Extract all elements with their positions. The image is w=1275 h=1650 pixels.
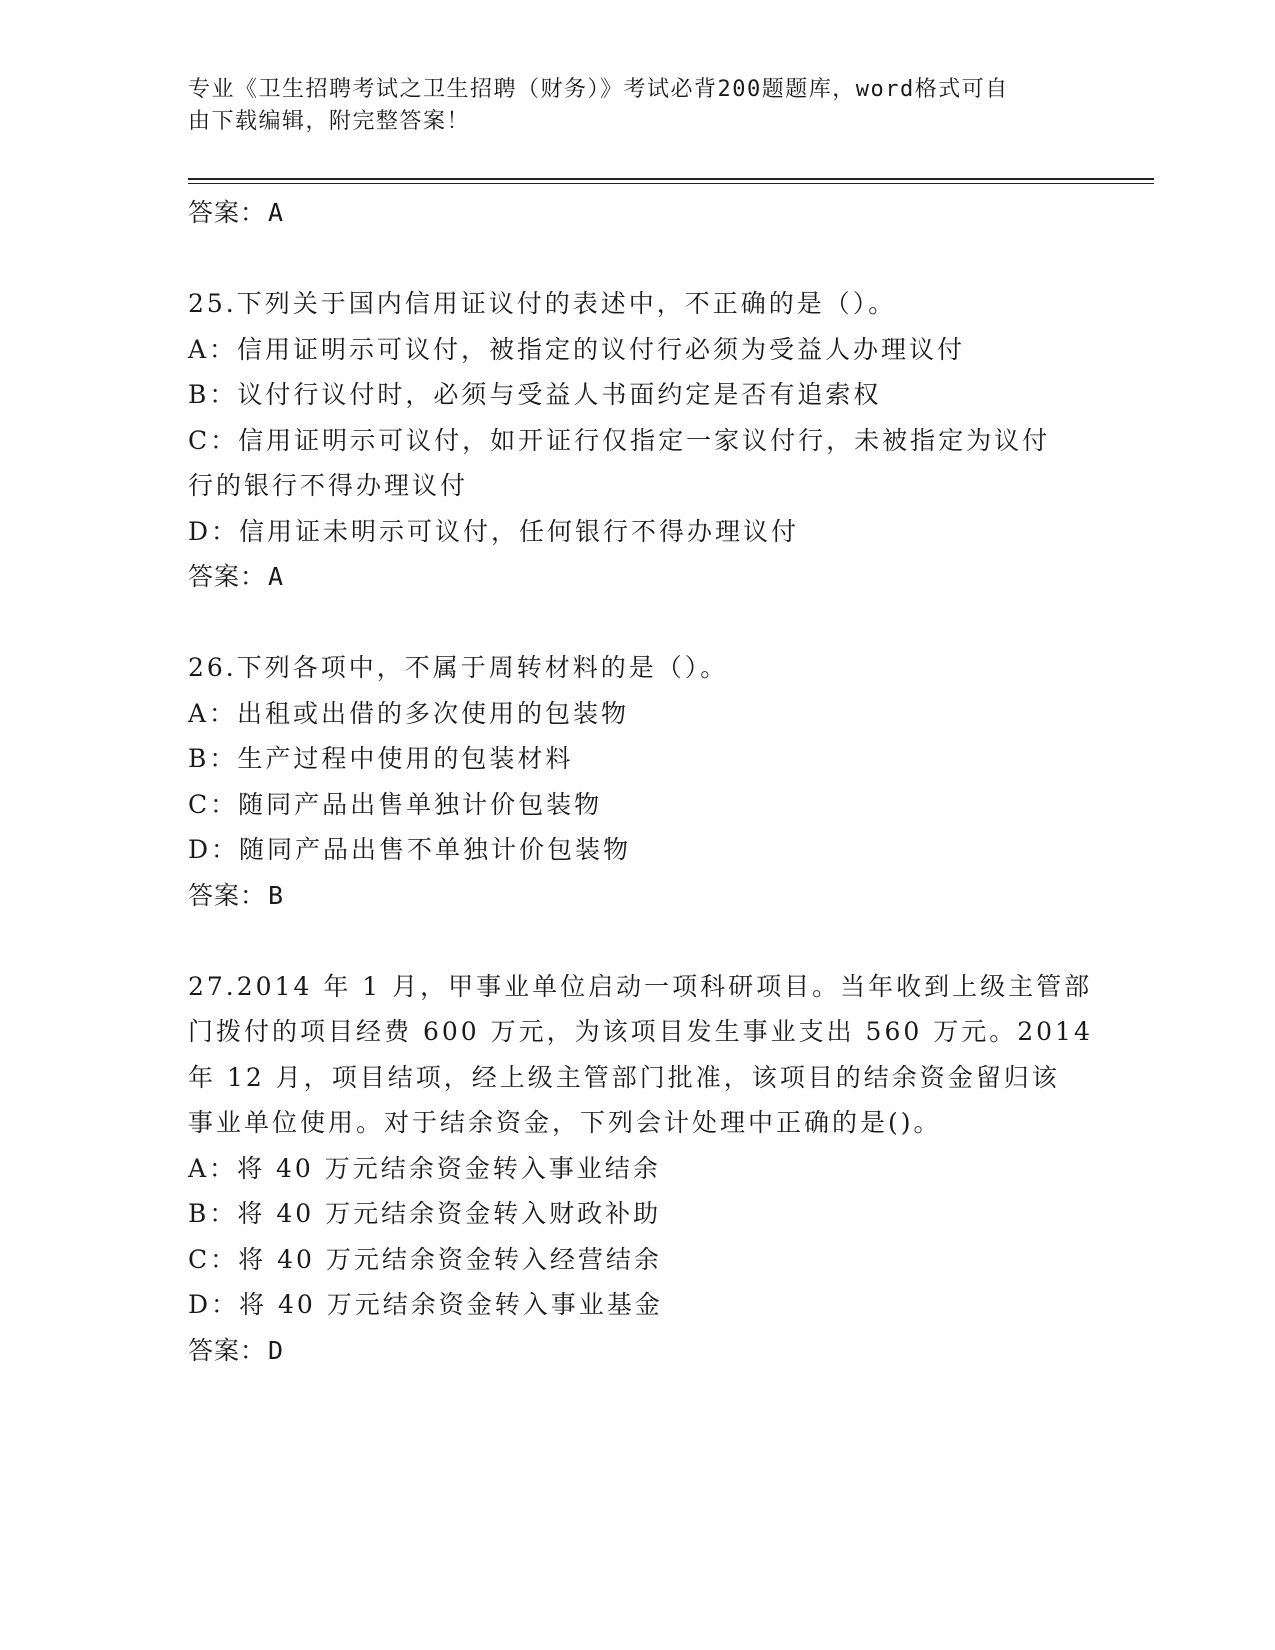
answer-value: B — [268, 880, 285, 910]
answer-value: A — [268, 198, 285, 227]
header-line-2: 由下载编辑，附完整答案！ — [188, 109, 471, 134]
header-divider-thin — [188, 183, 1154, 184]
header-divider-thick — [188, 178, 1154, 180]
answer-label: 答案： — [188, 562, 267, 591]
document-header — [188, 74, 1068, 138]
question-stem-continued: 门拨付的项目经费 600 万元，为该项目发生事业支出 560 万元。2014 — [188, 1017, 1093, 1046]
spacer — [188, 236, 1088, 282]
option-d: D：信用证未明示可议付，任何银行不得办理议付 — [188, 516, 800, 546]
question-stem: 27.2014 年 1 月，甲事业单位启动一项科研项目。当年收到上级主管部 — [188, 971, 1093, 1001]
option-b: B：生产过程中使用的包装材料 — [188, 744, 574, 773]
question-block — [188, 645, 1088, 918]
option-b: B：议付行议付时，必须与受益人书面约定是否有追索权 — [188, 380, 882, 409]
question-stem-continued: 年 12 月，项目结项，经上级主管部门批准，该项目的结余资金留归该 — [188, 1062, 1060, 1092]
question-block — [188, 281, 1088, 600]
answer-line — [188, 873, 1088, 919]
answer-value: D — [268, 1335, 285, 1365]
question-list — [188, 190, 1093, 1373]
question-stem: 25.下列关于国内信用证议付的表述中，不正确的是（）。 — [188, 289, 897, 318]
option-d: D：随同产品出售不单独计价包装物 — [188, 835, 632, 864]
answer-line — [188, 1328, 1088, 1374]
question-block — [188, 964, 1093, 1374]
option-d: D：将 40 万元结余资金转入事业基金 — [188, 1290, 663, 1319]
question-stem: 26.下列各项中，不属于周转材料的是（）。 — [188, 653, 729, 682]
option-c: C：将 40 万元结余资金转入经营结余 — [188, 1244, 662, 1274]
answer-label: 答案： — [188, 880, 267, 910]
option-b: B：将 40 万元结余资金转入财政补助 — [188, 1199, 662, 1228]
answer-line — [188, 554, 1088, 600]
answer-line — [188, 190, 1088, 236]
option-c: C：随同产品出售单独计价包装物 — [188, 789, 603, 819]
question-stem-continued: 事业单位使用。对于结余资金，下列会计处理中正确的是()。 — [188, 1108, 942, 1137]
option-a: A：将 40 万元结余资金转入事业结余 — [188, 1153, 661, 1183]
answer-label: 答案： — [188, 198, 267, 227]
option-c-continued: 行的银行不得办理议付 — [188, 471, 469, 500]
answer-label: 答案： — [188, 1335, 267, 1365]
option-a: A：出租或出借的多次使用的包装物 — [188, 698, 630, 728]
spacer — [188, 918, 1088, 964]
spacer — [188, 600, 1088, 646]
option-a: A：信用证明示可议付，被指定的议付行必须为受益人办理议付 — [188, 334, 966, 364]
answer-value: A — [268, 562, 285, 591]
header-line-1: 专业《卫生招聘考试之卫生招聘（财务）》考试必背200题题库，word格式可自 — [188, 77, 1009, 102]
option-c: C：信用证明示可议付，如开证行仅指定一家议付行，未被指定为议付 — [188, 425, 1051, 455]
